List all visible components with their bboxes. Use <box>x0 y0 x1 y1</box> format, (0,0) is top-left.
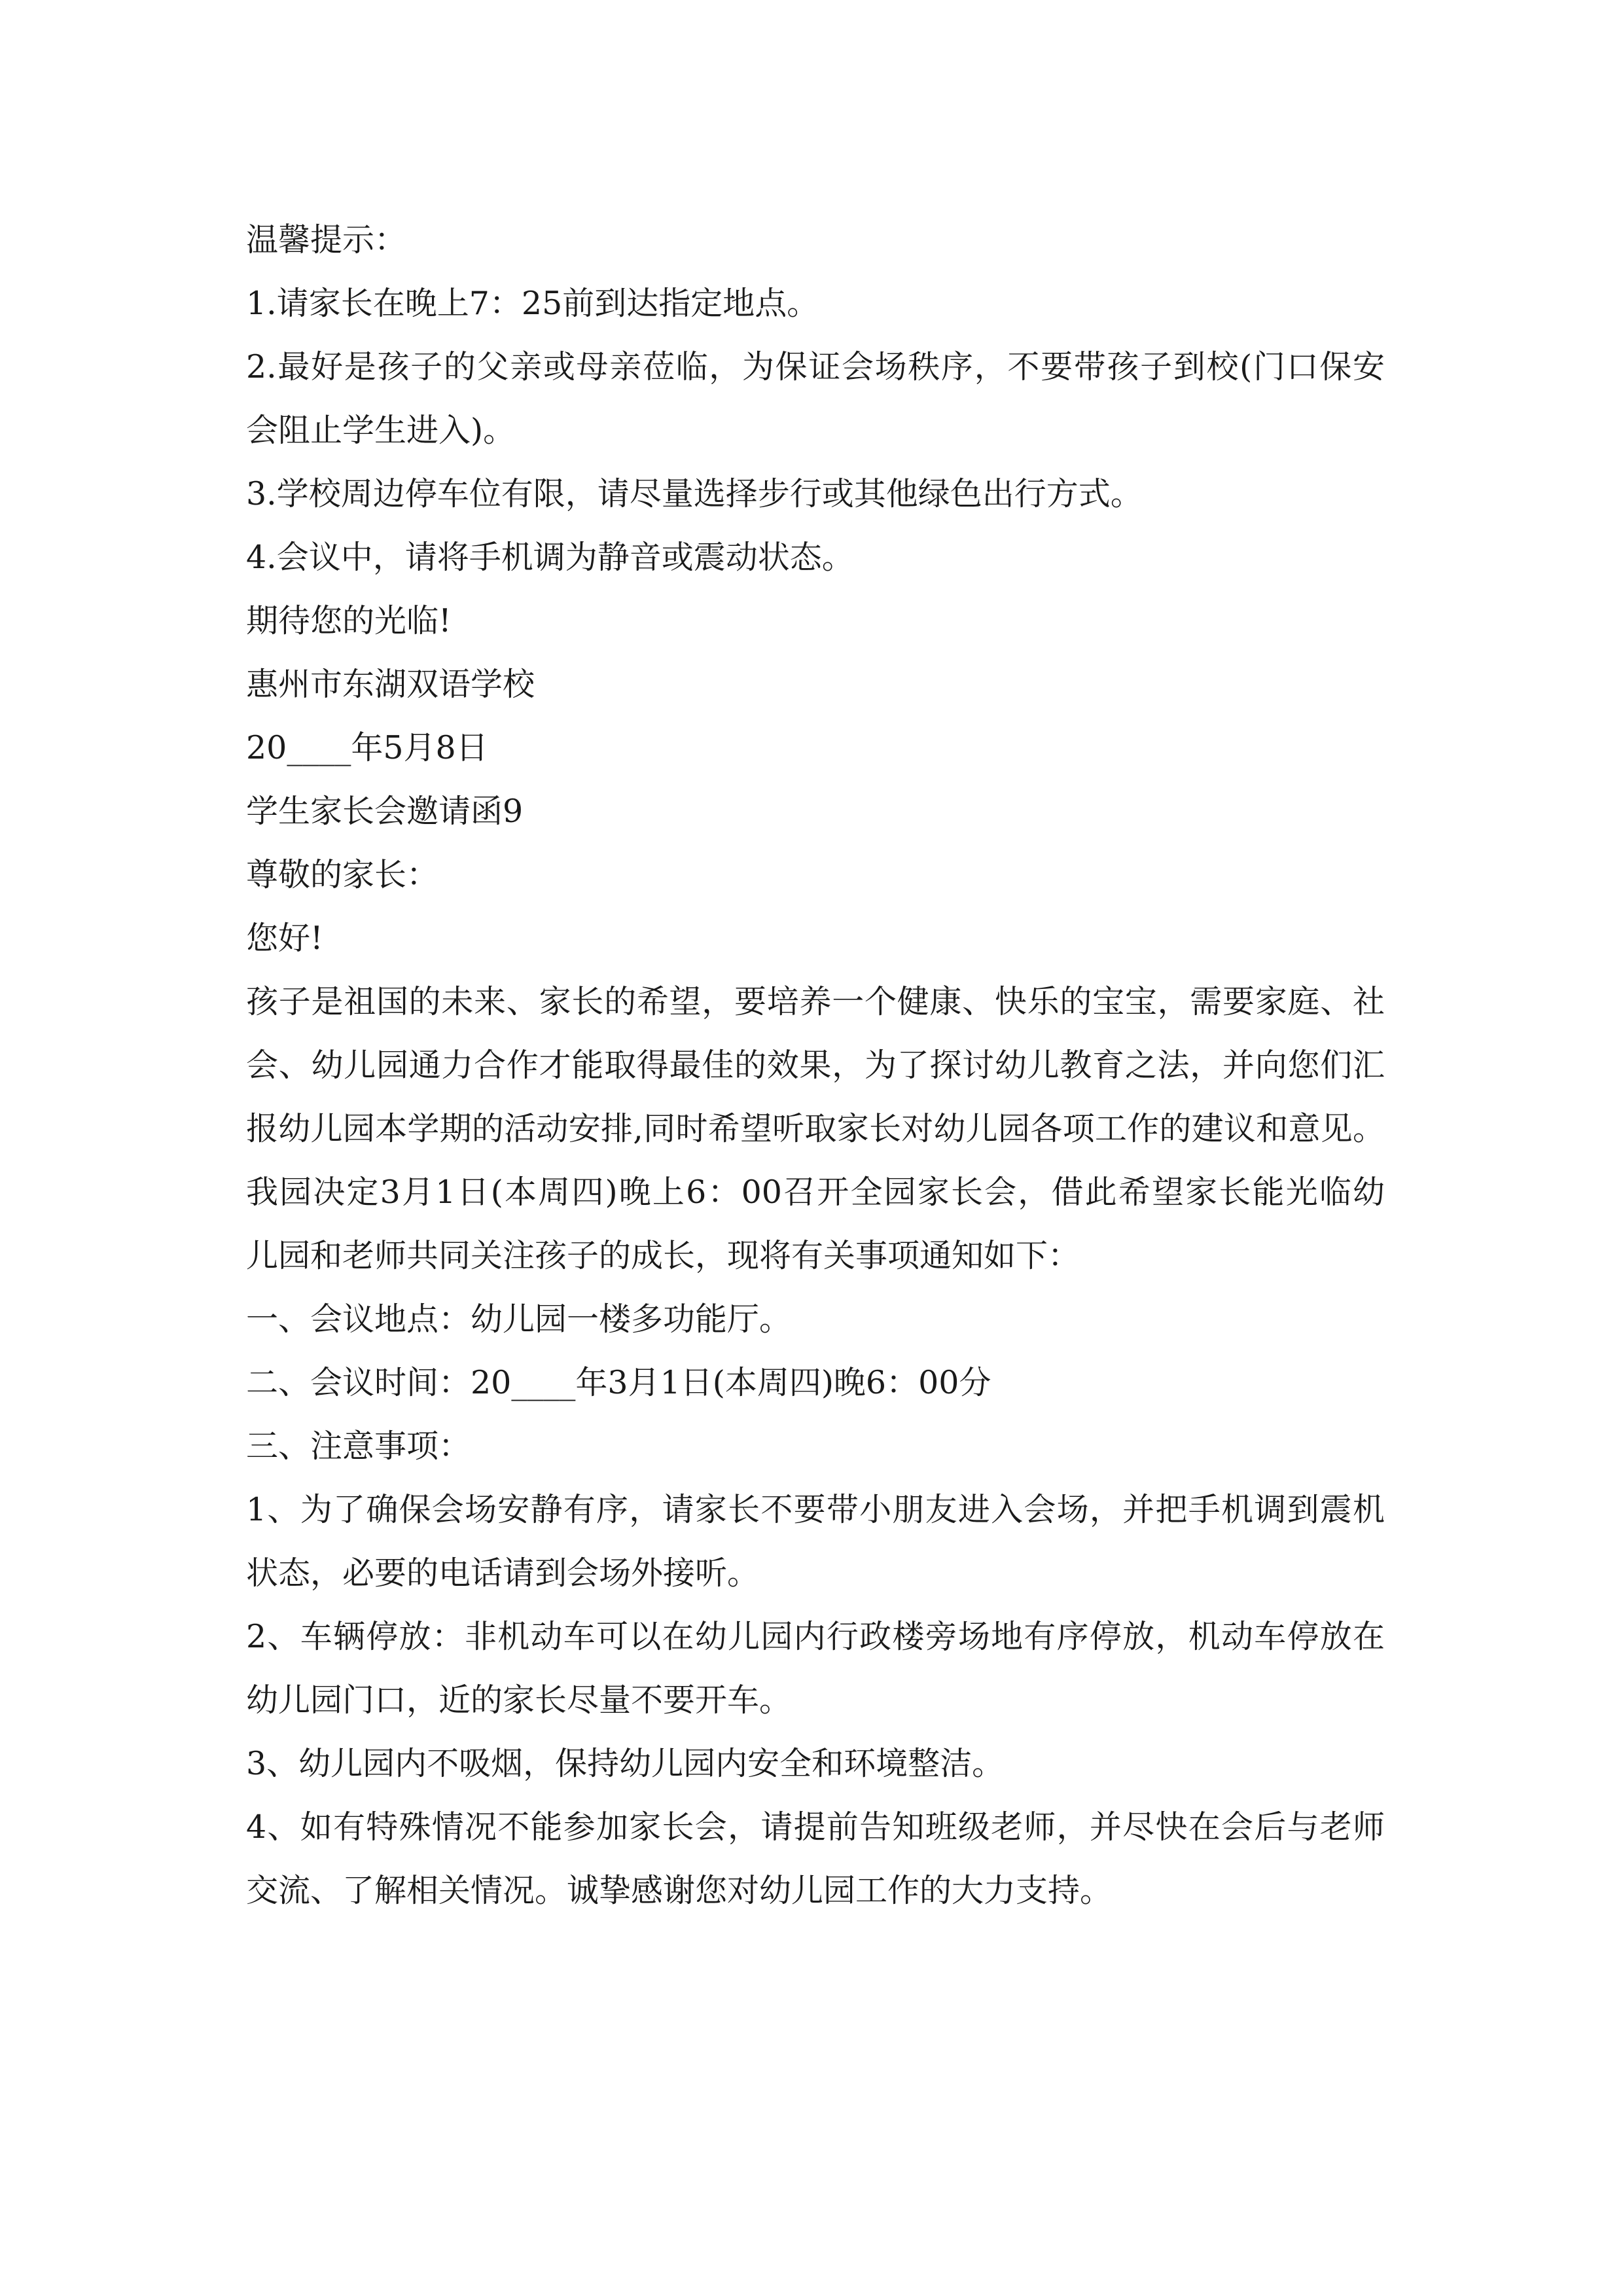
body-paragraph-line: 会、幼儿园通力合作才能取得最佳的效果，为了探讨幼儿教育之法，并向您们汇 <box>246 1047 1385 1084</box>
meeting-time: 二、会议时间：20____年3月1日(本周四)晚6：00分 <box>246 1364 991 1401</box>
greeting: 您好! <box>246 920 323 957</box>
note-line: 1、为了确保会场安静有序，请家长不要带小朋友进入会场，并把手机调到震机 <box>246 1491 1385 1528</box>
salutation: 尊敬的家长： <box>246 856 439 893</box>
tip-line: 3.学校周边停车位有限，请尽量选择步行或其他绿色出行方式。 <box>246 475 1143 512</box>
tips-heading: 温馨提示： <box>246 221 407 259</box>
closing-line: 期待您的光临! <box>246 602 452 639</box>
school-name: 惠州市东湖双语学校 <box>246 666 535 703</box>
tip-line: 2.最好是孩子的父亲或母亲莅临，为保证会场秩序，不要带孩子到校(门口保安 <box>246 348 1385 386</box>
body-paragraph-line: 我园决定3月1日(本周四)晚上6：00召开全园家长会，借此希望家长能光临幼 <box>246 1174 1385 1211</box>
tip-line: 4.会议中，请将手机调为静音或震动状态。 <box>246 539 854 576</box>
tip-line: 会阻止学生进入)。 <box>246 412 516 449</box>
note-line: 4、如有特殊情况不能参加家长会，请提前告知班级老师，并尽快在会后与老师 <box>246 1808 1385 1846</box>
letter-title: 学生家长会邀请函9 <box>246 793 524 830</box>
body-paragraph-line: 孩子是祖国的未来、家长的希望，要培养一个健康、快乐的宝宝，需要家庭、社 <box>246 983 1385 1020</box>
tip-line: 1.请家长在晚上7：25前到达指定地点。 <box>246 285 819 322</box>
note-line: 状态，必要的电话请到会场外接听。 <box>246 1554 760 1592</box>
note-line: 3、幼儿园内不吸烟，保持幼儿园内安全和环境整洁。 <box>246 1745 1005 1782</box>
body-paragraph-line: 儿园和老师共同关注孩子的成长，现将有关事项通知如下： <box>246 1237 1080 1274</box>
note-line: 交流、了解相关情况。诚挚感谢您对幼儿园工作的大力支持。 <box>246 1872 1113 1909</box>
note-line: 幼儿园门口，近的家长尽量不要开车。 <box>246 1681 792 1719</box>
note-line: 2、车辆停放：非机动车可以在幼儿园内行政楼旁场地有序停放，机动车停放在 <box>246 1618 1385 1655</box>
notes-heading: 三、注意事项： <box>246 1427 471 1465</box>
date-line: 20____年5月8日 <box>246 729 488 766</box>
meeting-location: 一、会议地点：幼儿园一楼多功能厅。 <box>246 1300 792 1338</box>
body-paragraph-line: 报幼儿园本学期的活动安排,同时希望听取家长对幼儿园各项工作的建议和意见。 <box>246 1110 1385 1147</box>
document-body <box>246 208 1385 1922</box>
